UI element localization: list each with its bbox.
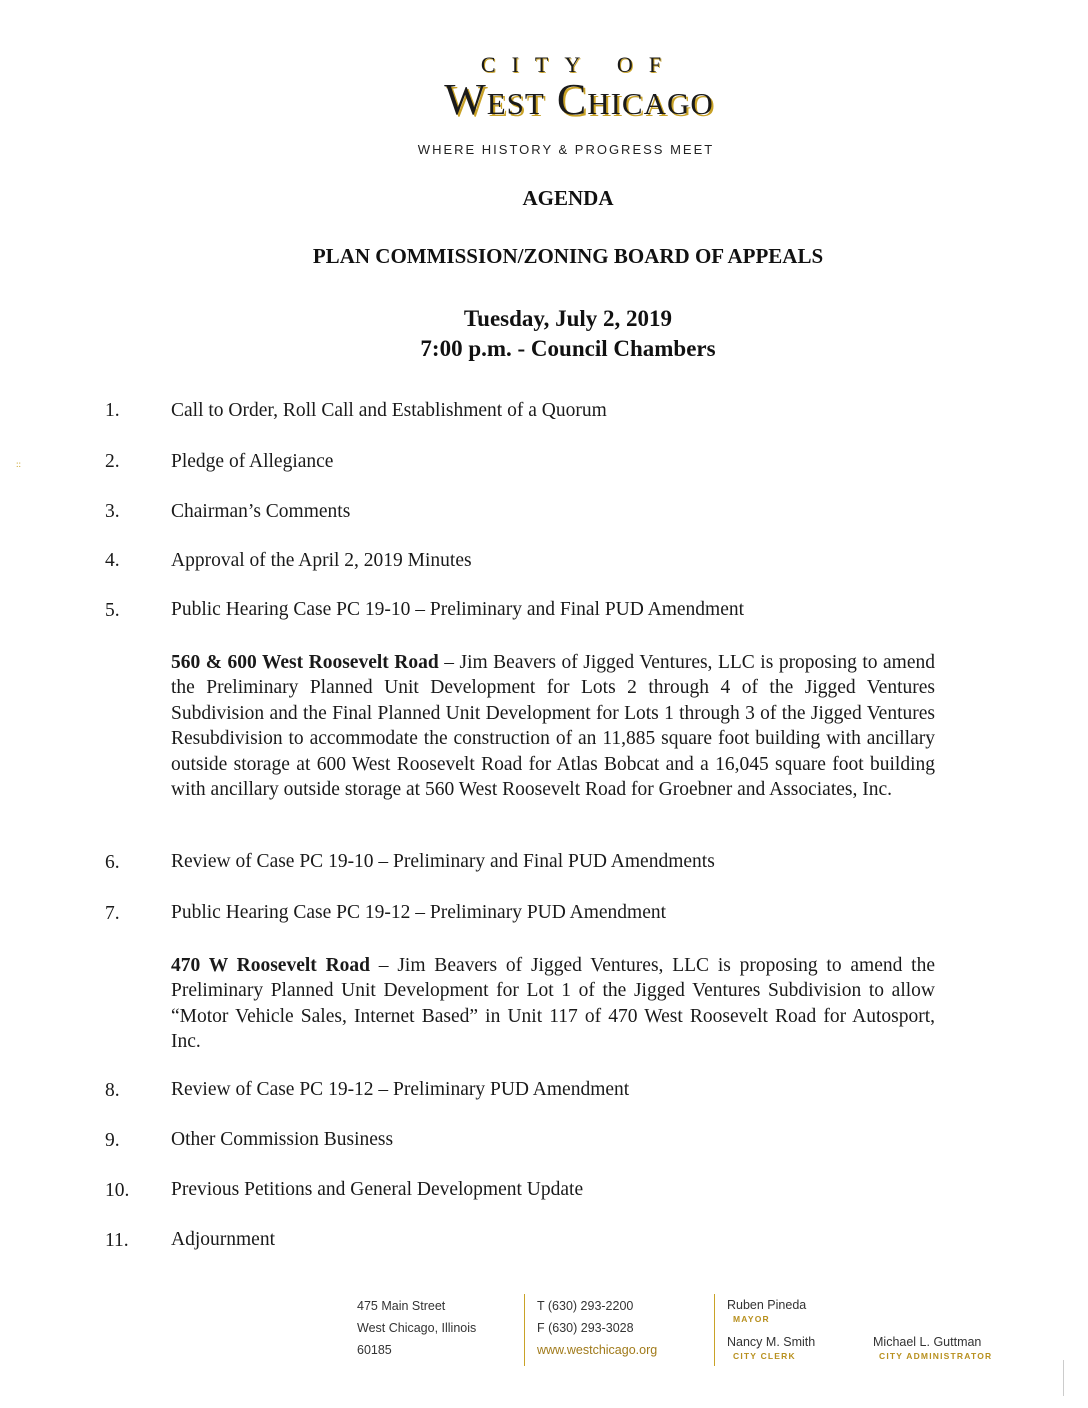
item-text: Approval of the April 2, 2019 Minutes xyxy=(171,550,472,571)
letterhead-tagline: WHERE HISTORY & PROGRESS MEET xyxy=(417,142,715,157)
item-7-location: 470 W Roosevelt Road xyxy=(171,955,370,976)
item-5-description xyxy=(171,650,935,802)
item-5-detail: – Jim Beavers of Jigged Ventures, LLC is proposing to amend the Preliminary Planned Unit Development for Lots 2 through 4 of the Jigged Ventures Subdivision and the Final Planned Unit Development for Lots 1 through 3 of the Jigged Ventures Resubdivision to accommodate the construction of an 11,885 square foot building with ancillary outside storage at 600 West Roosevelt Road for Atlas Bobcat and a 16,045 square foot building with ancillary outside storage at 560 West Roosevelt Road for Groebner and Associates, Inc. xyxy=(171,652,935,801)
footer-divider xyxy=(524,1294,525,1366)
address-city: West Chicago, Illinois xyxy=(357,1321,477,1335)
item-text: Pledge of Allegiance xyxy=(171,451,334,472)
item-number: 8. xyxy=(105,1080,120,1101)
clerk-role: CITY CLERK xyxy=(733,1351,796,1361)
item-text: Public Hearing Case PC 19-10 – Preliminary and Final PUD Amendment xyxy=(171,599,745,620)
item-7-description xyxy=(171,953,935,1055)
item-number: 9. xyxy=(105,1130,120,1151)
mayor-name: Ruben Pineda xyxy=(727,1298,807,1312)
item-7-detail: – Jim Beavers of Jigged Ventures, LLC is proposing to amend the Preliminary Planned Unit Development for Lot 1 of the Jigged Ventures Subdivision to allow “Motor Vehicle Sales, Internet Based” in Unit 117 of 470 West Roosevelt Road for Autosport, Inc. xyxy=(171,955,935,1053)
item-number: 7. xyxy=(105,903,120,924)
item-number: 1. xyxy=(105,400,120,421)
meeting-date: Tuesday, July 2, 2019 xyxy=(463,306,673,331)
item-text: Public Hearing Case PC 19-12 – Preliminary PUD Amendment xyxy=(171,902,667,923)
item-number: 11. xyxy=(105,1230,129,1251)
item-5-location: 560 & 600 West Roosevelt Road xyxy=(171,652,439,673)
item-text: Review of Case PC 19-12 – Preliminary PUD Amendment xyxy=(171,1079,630,1100)
clerk-name: Nancy M. Smith xyxy=(727,1335,816,1349)
administrator-role: CITY ADMINISTRATOR xyxy=(879,1351,993,1361)
item-text: Other Commission Business xyxy=(171,1129,394,1150)
meeting-time-place: 7:00 p.m. - Council Chambers xyxy=(420,336,716,361)
scan-edge-mark xyxy=(1063,1360,1064,1396)
website-link[interactable]: www.westchicago.org xyxy=(537,1343,658,1357)
item-text: Adjournment xyxy=(171,1229,275,1250)
item-number: 2. xyxy=(105,451,120,472)
footer-address xyxy=(357,1295,476,1361)
item-text: Previous Petitions and General Development Update xyxy=(171,1179,584,1200)
letterhead-city-name: West Chicago xyxy=(444,75,714,124)
item-text: Chairman’s Comments xyxy=(171,501,351,522)
item-number: 3. xyxy=(105,501,120,522)
footer-contact xyxy=(537,1295,657,1361)
item-text: Call to Order, Roll Call and Establishment of a Quorum xyxy=(171,400,607,421)
mayor-role: MAYOR xyxy=(733,1314,770,1324)
item-text: Review of Case PC 19-10 – Preliminary and Final PUD Amendments xyxy=(171,851,715,872)
item-number: 5. xyxy=(105,600,120,621)
address-zip: 60185 xyxy=(357,1343,392,1357)
item-number: 10. xyxy=(105,1180,130,1201)
administrator-name: Michael L. Guttman xyxy=(873,1335,982,1349)
item-number: 4. xyxy=(105,550,120,571)
margin-dots: :: xyxy=(16,459,22,469)
footer-divider xyxy=(714,1294,715,1366)
fax-number: F (630) 293-3028 xyxy=(537,1321,634,1335)
phone-number: T (630) 293-2200 xyxy=(537,1299,634,1313)
agenda-heading: AGENDA xyxy=(522,186,614,210)
address-street: 475 Main Street xyxy=(357,1299,446,1313)
letterhead-city-of: CITY OF xyxy=(480,52,678,77)
item-number: 6. xyxy=(105,852,120,873)
board-heading: PLAN COMMISSION/ZONING BOARD OF APPEALS xyxy=(312,244,824,268)
